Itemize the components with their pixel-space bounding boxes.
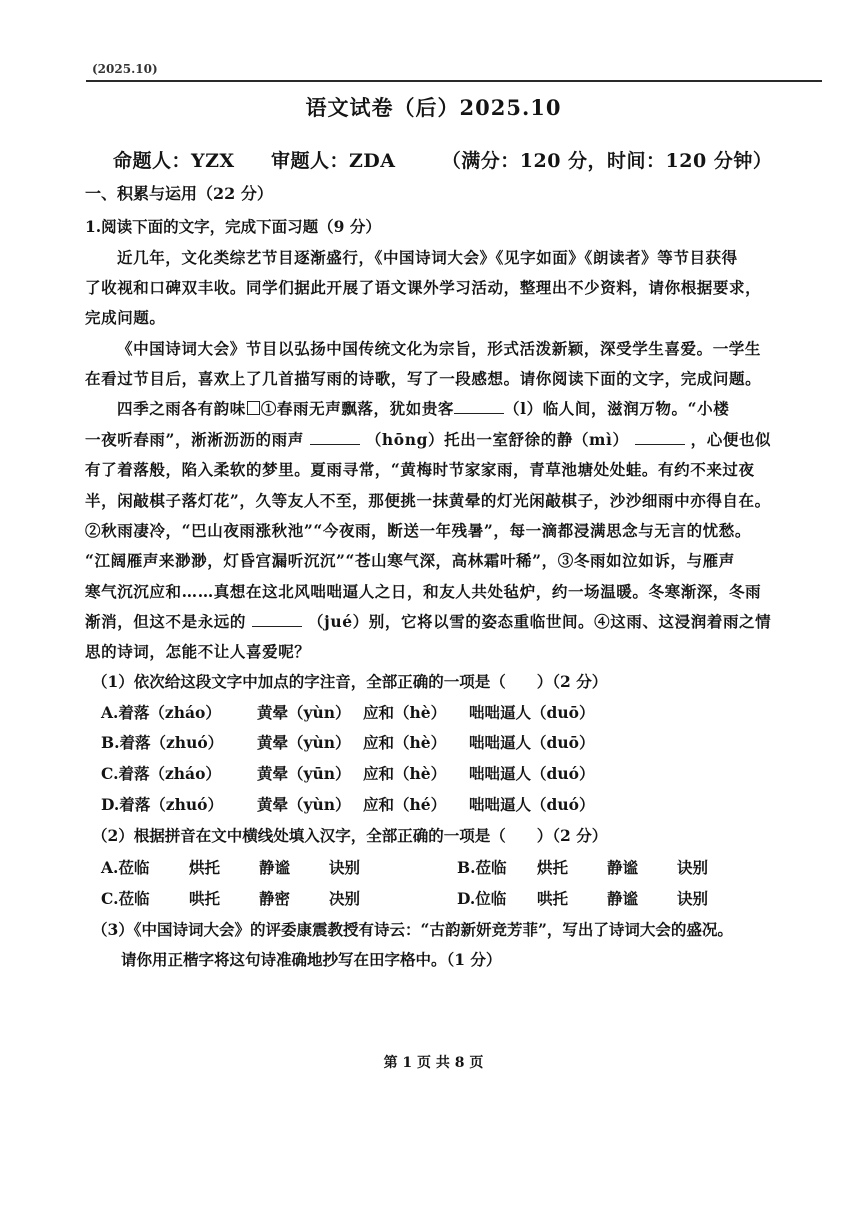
blank-box: [247, 401, 260, 415]
intro-line: 了收视和口碑双丰收。同学们据此开展了语文课外学习活动，整理出不少资料，请你根据要求，: [85, 278, 762, 297]
option-c-2: 哄托: [189, 889, 221, 908]
intro-line: 完成问题。: [85, 308, 166, 327]
passage-line: [85, 428, 771, 450]
sub-question-3-instruction: 请你用正楷字将这句诗准确地抄写在田字格中。（1 分）: [121, 950, 502, 969]
intro-line: 近几年，文化类综艺节目逐渐盛行，《中国诗词大会》《见字如面》《朗读者》等节目获得: [117, 248, 738, 267]
option-a-1: A.着落（zháo）: [101, 703, 221, 722]
passage-line: 有了着落般，陷入柔软的梦里。夏雨寻常，“黄梅时节家家雨，青草池塘处处蛙。有约不来过夜: [85, 460, 755, 479]
passage-line: [117, 397, 729, 419]
option-c-1: C.着落（zháo）: [101, 764, 221, 783]
passage-line: 思的诗词，怎能不让人喜爱呢？: [85, 642, 311, 661]
sub-question-1: （1）依次给这段文字中加点的字注音，全部正确的一项是（ ）（2 分）: [92, 672, 608, 691]
option-c-3: 静密: [259, 889, 291, 908]
intro-line: 在看过节目后，喜欢上了几首描写雨的诗歌，写了一段感想。请你阅读下面的文字，完成问题。: [85, 369, 762, 388]
passage-text: 四季之雨各有韵味: [117, 399, 246, 418]
option-c-4: 决别: [329, 889, 361, 908]
option-a-2: 烘托: [189, 858, 221, 877]
option-b-3: 静谧: [607, 858, 639, 877]
sub-question-2: （2）根据拼音在文中横线处填入汉字，全部正确的一项是（ ）（2 分）: [92, 826, 608, 845]
option-b-4: 咄咄逼人（duō）: [469, 733, 595, 752]
passage-line: [85, 610, 771, 632]
option-d-4: 咄咄逼人（duó）: [469, 795, 595, 814]
option-a-4: 诀别: [329, 858, 361, 877]
option-d-4: 诀别: [677, 889, 709, 908]
option-d-2: 哄托: [537, 889, 569, 908]
passage-text: ，心便也似: [690, 430, 772, 449]
option-a-1: A.莅临: [101, 858, 150, 877]
option-b-2: 黄晕（yùn）: [257, 733, 351, 752]
option-b-1: B.着落（zhuó）: [101, 733, 224, 752]
option-a-3: 应和（hè）: [363, 703, 447, 722]
option-b-2: 烘托: [537, 858, 569, 877]
passage-text: （jué）别，它将以雪的姿态重临世间。④这雨、这浸润着雨之情: [308, 612, 772, 631]
option-d-1: D.着落（zhuó）: [101, 795, 223, 814]
reviewer: 审题人：ZDA: [270, 150, 396, 172]
passage-line: 半，闲敲棋子落灯花”，久等友人不至，那便挑一抹黄晕的灯光闲敲棋子，沙沙细雨中亦得自在。: [85, 491, 771, 510]
option-d-3: 应和（hé）: [363, 795, 447, 814]
passage-text: ①春雨无声飘落，犹如贵客: [260, 399, 455, 418]
fill-blank: [454, 399, 504, 414]
setter: 命题人：YZX: [113, 150, 235, 172]
section-heading: 一、积累与运用（22 分）: [85, 184, 273, 203]
option-a-2: 黄晕（yùn）: [257, 703, 351, 722]
option-b-3: 应和（hè）: [363, 733, 447, 752]
score-time: （满分：120 分，时间：120 分钟）: [441, 150, 773, 172]
option-a-3: 静谧: [259, 858, 291, 877]
passage-line: “江阔雁声来渺渺，灯昏宫漏听沉沉”“苍山寒气深，高林霜叶稀”，③冬雨如泣如诉，与雁声: [85, 551, 735, 570]
option-c-2: 黄晕（yūn）: [257, 764, 351, 783]
fill-blank: [635, 430, 685, 445]
option-a-4: 咄咄逼人（duō）: [469, 703, 595, 722]
option-b-4: 诀别: [677, 858, 709, 877]
passage-text: 渐消，但这不是永远的: [85, 612, 247, 631]
fill-blank: [310, 430, 360, 445]
passage-line: 寒气沉沉应和……真想在这北风咄咄逼人之日，和友人共处毡炉，约一场温暖。冬寒渐深，冬雨: [85, 582, 762, 601]
header-rule: [86, 80, 822, 82]
option-c-1: C.莅临: [101, 889, 150, 908]
passage-line: ②秋雨凄冷，“巴山夜雨涨秋池”“今夜雨，断送一年残暑”，每一滴都浸满思念与无言的忧愁。: [85, 521, 751, 540]
option-d-3: 静谧: [607, 889, 639, 908]
option-c-3: 应和（hè）: [363, 764, 447, 783]
fill-blank: [252, 612, 302, 627]
passage-text: （hōng）托出一室舒徐的静（mì）: [365, 430, 629, 449]
option-d-2: 黄晕（yùn）: [257, 795, 351, 814]
passage-text: （l）临人间，滋润万物。“小楼: [504, 399, 730, 418]
intro-line: 《中国诗词大会》节目以弘扬中国传统文化为宗旨，形式活泼新颖，深受学生喜爱。一学生: [117, 339, 762, 358]
passage-text: 一夜听春雨”，淅淅沥沥的雨声: [85, 430, 304, 449]
header-note: (2025.10): [92, 62, 158, 76]
sub-question-3: （3）《中国诗词大会》的评委康震教授有诗云：“古韵新妍竞芳菲”，写出了诗词大会的盛况。: [92, 920, 733, 939]
question-heading: 1.阅读下面的文字，完成下面习题（9 分）: [85, 217, 381, 236]
page-footer: 第 1 页 共 8 页: [383, 1055, 484, 1071]
exam-title: 语文试卷（后）2025.10: [305, 95, 562, 120]
option-d-1: D.位临: [457, 889, 507, 908]
option-b-1: B.莅临: [457, 858, 507, 877]
option-c-4: 咄咄逼人（duó）: [469, 764, 595, 783]
exam-meta: [113, 146, 772, 173]
